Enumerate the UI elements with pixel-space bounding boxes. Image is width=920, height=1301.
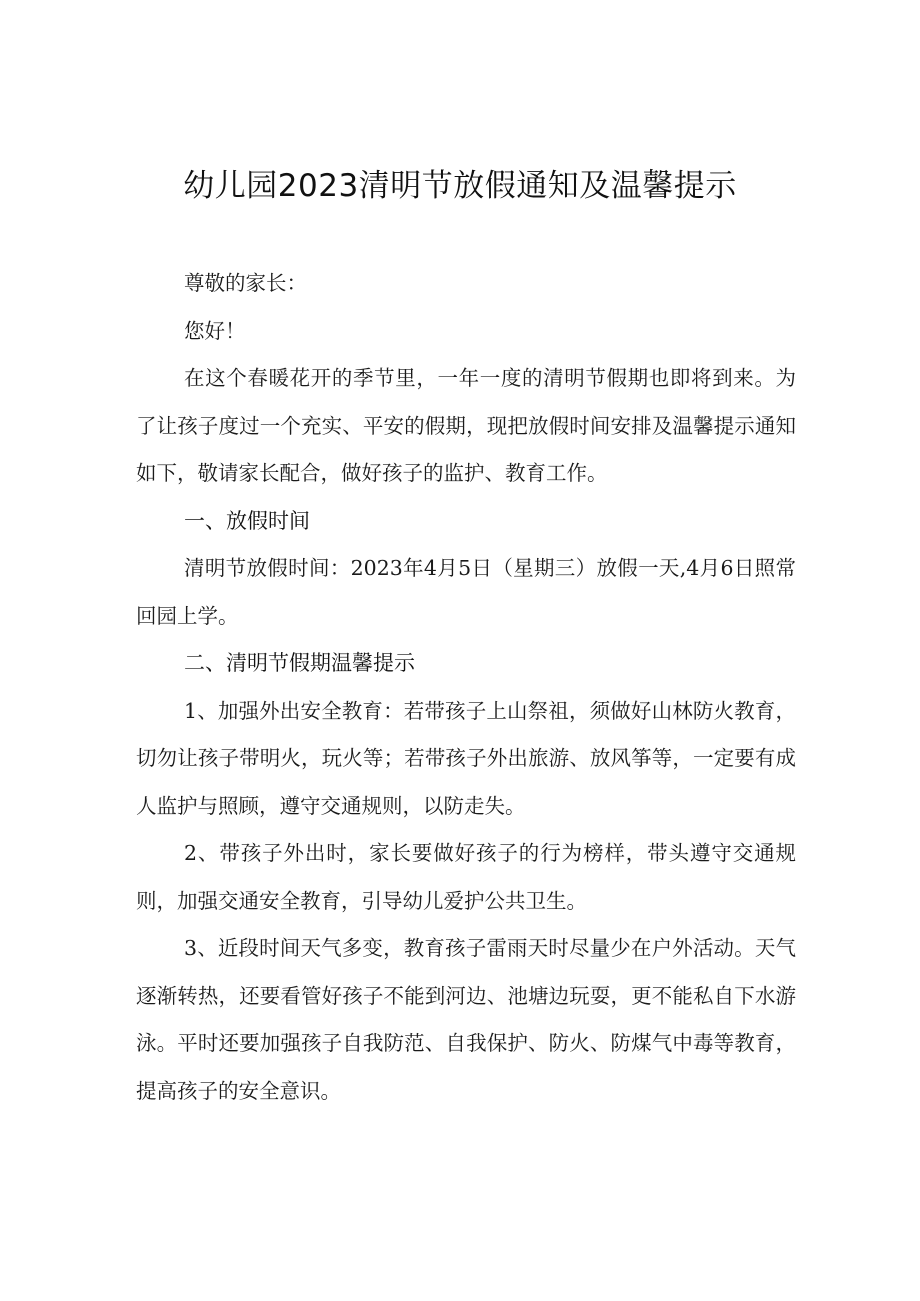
document-body [136,260,796,1115]
tip-paragraph-2: 2、带孩子外出时，家长要做好孩子的行为榜样，带头遵守交通规则，加强交通安全教育，引导幼儿爱护公共卫生。 [136,841,796,913]
section-heading-holiday-time: 一、放假时间 [184,508,310,533]
document-title: 幼儿园2023清明节放假通知及温馨提示 [183,168,737,204]
tip-paragraph-1: 1、加强外出安全教育：若带孩子上山祭祖，须做好山林防火教育，切勿让孩子带明火，玩火等；若带孩子外出旅游、放风筝等，一定要有成人监护与照顾，遵守交通规则，以防走失。 [136,698,796,818]
holiday-time-paragraph: 清明节放假时间：2023年4月5日（星期三）放假一天,4月6日照常回园上学。 [136,556,796,628]
section-heading-tips: 二、清明节假期温馨提示 [184,651,415,675]
tip-paragraph-3: 3、近段时间天气多变，教育孩子雷雨天时尽量少在户外活动。天气逐渐转热，还要看管好孩子不能到河边、池塘边玩耍，更不能私自下水游泳。平时还要加强孩子自我防范、自我保护、防火、防煤气中毒等教育，提高孩子的安全意识。 [136,936,796,1103]
intro-paragraph: 在这个春暖花开的季节里，一年一度的清明节假期也即将到来。为了让孩子度过一个充实、平安的假期，现把放假时间安排及温馨提示通知如下，敬请家长配合，做好孩子的监护、教育工作。 [136,366,796,485]
salutation: 尊敬的家长： [184,271,307,295]
greeting: 您好！ [184,318,246,343]
